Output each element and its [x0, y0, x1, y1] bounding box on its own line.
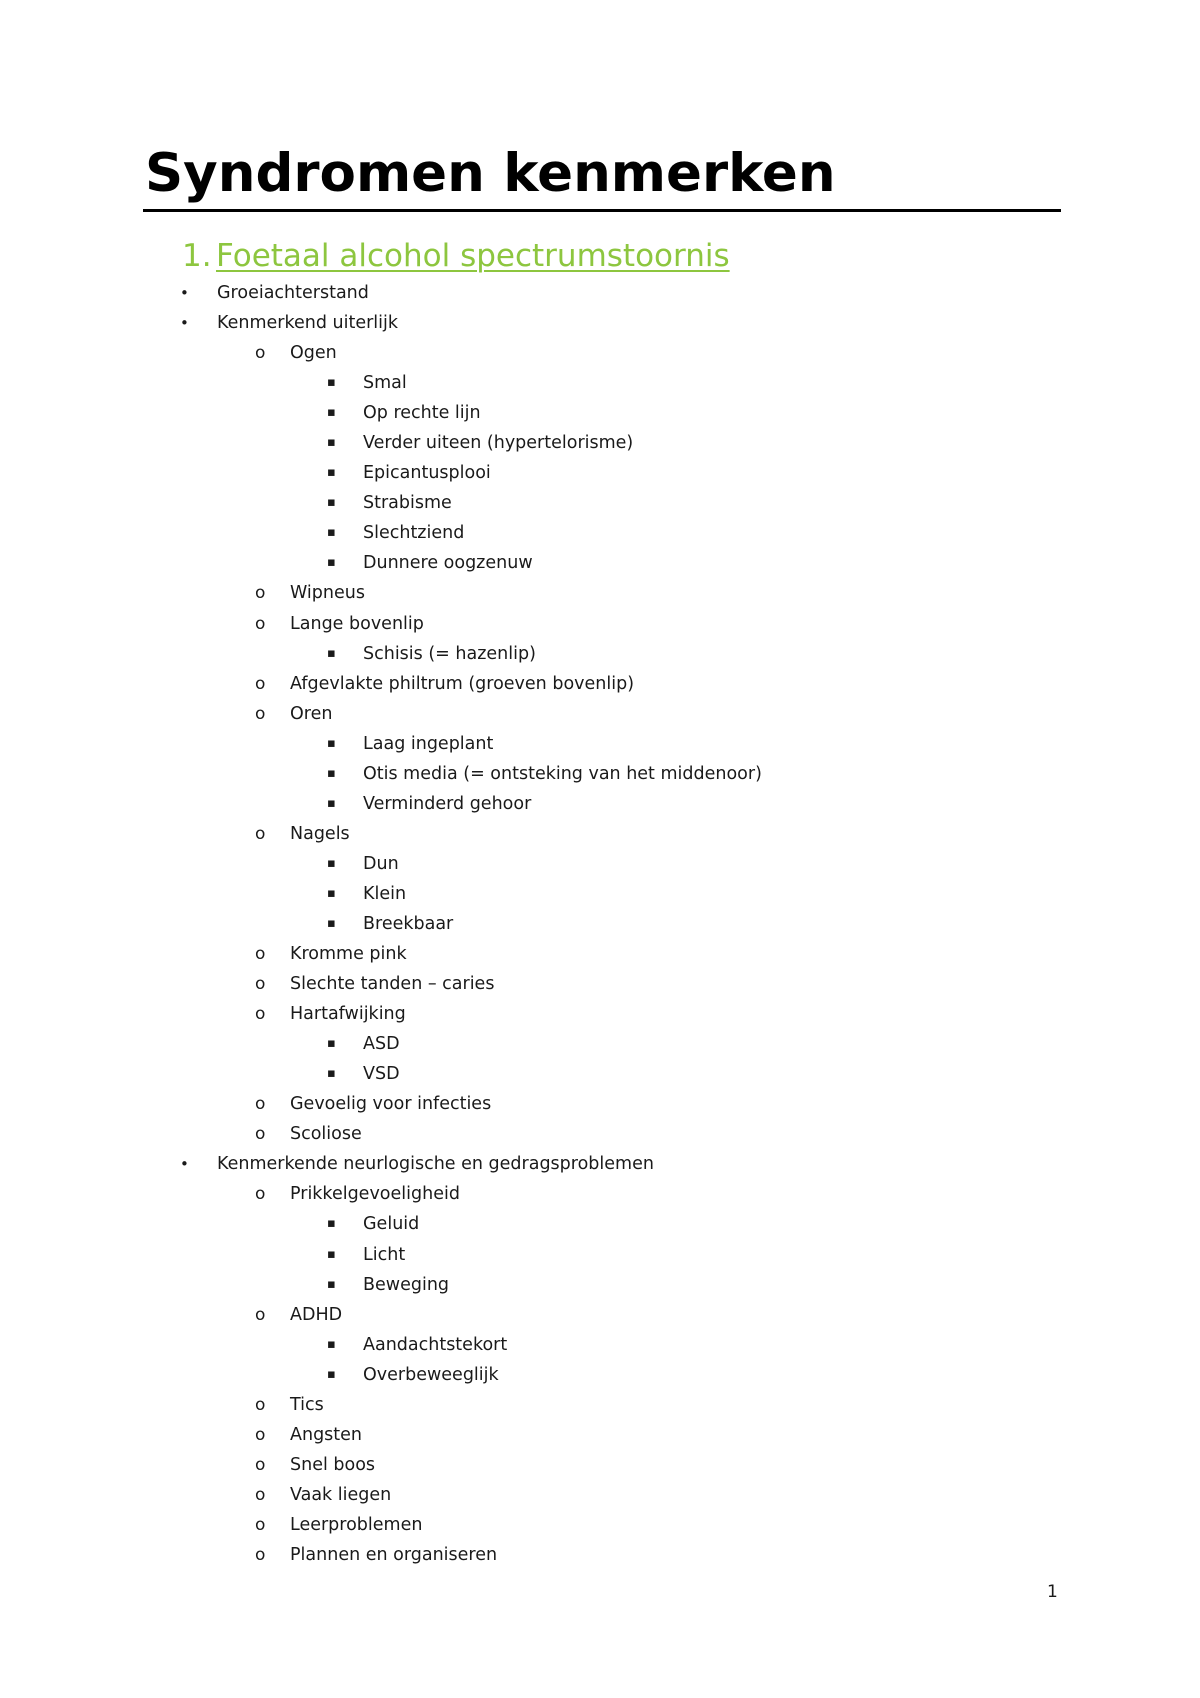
document-title: Syndromen kenmerken — [145, 143, 836, 204]
list-item — [0, 939, 1200, 969]
bullet-level3-icon: ▪ — [327, 555, 336, 571]
list-item-text: Tics — [290, 1394, 324, 1415]
list-item — [0, 759, 1200, 789]
list-item-text: Ogen — [290, 343, 337, 364]
section-heading — [182, 236, 730, 276]
list-item-text: Dun — [363, 853, 399, 874]
bullet-level2-icon: o — [255, 1514, 266, 1535]
bullet-level2-icon: o — [255, 974, 266, 995]
list-item — [0, 729, 1200, 759]
list-item-text: Kenmerkende neurlogische en gedragsproblemen — [217, 1154, 654, 1175]
bullet-level2-icon: o — [255, 1424, 266, 1445]
bullet-level3-icon: ▪ — [327, 405, 336, 421]
list-item — [0, 398, 1200, 428]
list-item — [0, 849, 1200, 879]
bullet-level2-icon: o — [255, 613, 266, 634]
list-item-text: Plannen en organiseren — [290, 1544, 498, 1565]
list-item-text: Op rechte lijn — [363, 403, 481, 424]
list-item-text: Hartafwijking — [290, 1004, 406, 1025]
bullet-level2-icon: o — [255, 1124, 266, 1145]
list-item — [0, 1300, 1200, 1330]
list-item — [0, 699, 1200, 729]
list-item — [0, 1149, 1200, 1179]
bullet-level1-icon: • — [180, 1155, 189, 1174]
list-item-text: Kenmerkend uiterlijk — [217, 313, 399, 334]
list-item — [0, 1209, 1200, 1239]
list-item — [0, 909, 1200, 939]
list-item-text: Overbeweeglijk — [363, 1364, 499, 1385]
list-item-text: Kromme pink — [290, 944, 407, 965]
list-item-text: Verminderd gehoor — [363, 793, 532, 814]
list-item — [0, 488, 1200, 518]
list-item-text: Dunnere oogzenuw — [363, 553, 533, 574]
bullet-level3-icon: ▪ — [327, 765, 336, 781]
bullet-level2-icon: o — [255, 703, 266, 724]
bullet-level1-icon: • — [180, 314, 189, 333]
list-item — [0, 1390, 1200, 1420]
list-item-text: Strabisme — [363, 493, 452, 514]
bullet-level3-icon: ▪ — [327, 525, 336, 541]
bullet-level2-icon: o — [255, 1544, 266, 1565]
list-item-text: Verder uiteen (hypertelorisme) — [363, 433, 634, 454]
page-number: 1 — [1047, 1582, 1058, 1602]
bullet-level2-icon: o — [255, 823, 266, 844]
list-item-text: Schisis (= hazenlip) — [363, 643, 536, 664]
list-item-text: Licht — [363, 1244, 406, 1265]
list-item-text: Slechte tanden – caries — [290, 974, 495, 995]
section-title: Foetaal alcohol spectrumstoornis — [216, 238, 730, 274]
list-item — [0, 578, 1200, 608]
list-item-text: Snel boos — [290, 1454, 376, 1475]
list-item-text: Leerproblemen — [290, 1514, 423, 1535]
bullet-level3-icon: ▪ — [327, 1216, 336, 1232]
list-item-text: Beweging — [363, 1274, 450, 1295]
bullet-level3-icon: ▪ — [327, 465, 336, 481]
bullet-level2-icon: o — [255, 1004, 266, 1025]
list-item — [0, 1540, 1200, 1570]
bullet-level2-icon: o — [255, 343, 266, 364]
list-item — [0, 999, 1200, 1029]
bullet-level2-icon: o — [255, 1394, 266, 1415]
list-item-text: Smal — [363, 373, 407, 394]
list-item — [0, 1270, 1200, 1300]
bullet-level3-icon: ▪ — [327, 1276, 336, 1292]
bullet-level3-icon: ▪ — [327, 795, 336, 811]
title-underline-rule — [143, 209, 1061, 212]
list-item — [0, 969, 1200, 999]
bullet-level1-icon: • — [180, 284, 189, 302]
list-item — [0, 278, 1200, 308]
list-item — [0, 1089, 1200, 1119]
list-item — [0, 548, 1200, 578]
bullet-level3-icon: ▪ — [327, 375, 336, 391]
bullet-level3-icon: ▪ — [327, 1336, 336, 1352]
list-item-text: VSD — [363, 1064, 400, 1085]
list-item-text: ASD — [363, 1034, 400, 1055]
bullet-level3-icon: ▪ — [327, 1036, 336, 1052]
list-item — [0, 518, 1200, 548]
list-item-text: Prikkelgevoeligheid — [290, 1184, 460, 1205]
list-item — [0, 819, 1200, 849]
bullet-level3-icon: ▪ — [327, 495, 336, 511]
list-item — [0, 1360, 1200, 1390]
list-item — [0, 308, 1200, 338]
list-item — [0, 1029, 1200, 1059]
bullet-level3-icon: ▪ — [327, 1066, 336, 1082]
list-item-text: Angsten — [290, 1424, 363, 1445]
list-item — [0, 879, 1200, 909]
bullet-level3-icon: ▪ — [327, 915, 336, 931]
list-item-text: ADHD — [290, 1304, 343, 1325]
bullet-level3-icon: ▪ — [327, 645, 336, 661]
list-item-text: Geluid — [363, 1214, 420, 1235]
list-item-text: Scoliose — [290, 1124, 362, 1145]
list-item — [0, 1330, 1200, 1360]
list-item — [0, 669, 1200, 699]
bullet-level3-icon: ▪ — [327, 885, 336, 901]
bullet-level2-icon: o — [255, 1094, 266, 1115]
bullet-level2-icon: o — [255, 1454, 266, 1475]
list-item — [0, 1059, 1200, 1089]
list-item-text: Gevoelig voor infecties — [290, 1094, 492, 1115]
list-item — [0, 1510, 1200, 1540]
list-item-text: Vaak liegen — [290, 1484, 392, 1505]
list-item-text: Groeiachterstand — [217, 283, 369, 303]
list-item-text: Wipneus — [290, 583, 365, 604]
bullet-level2-icon: o — [255, 1484, 266, 1505]
feature-list — [0, 278, 1200, 1570]
list-item — [0, 1420, 1200, 1450]
list-item — [0, 428, 1200, 458]
list-item — [0, 789, 1200, 819]
list-item-text: Klein — [363, 883, 407, 904]
bullet-level2-icon: o — [255, 1184, 266, 1205]
bullet-level3-icon: ▪ — [327, 855, 336, 871]
list-item-text: Otis media (= ontsteking van het middenoor) — [363, 763, 762, 784]
bullet-level3-icon: ▪ — [327, 1246, 336, 1262]
list-item — [0, 609, 1200, 639]
list-item-text: Aandachtstekort — [363, 1334, 508, 1355]
list-item-text: Epicantusplooi — [363, 463, 491, 484]
bullet-level2-icon: o — [255, 944, 266, 965]
bullet-level3-icon: ▪ — [327, 435, 336, 451]
bullet-level3-icon: ▪ — [327, 735, 336, 751]
list-item — [0, 1179, 1200, 1209]
list-item — [0, 639, 1200, 669]
list-item-text: Lange bovenlip — [290, 613, 424, 634]
list-item — [0, 1119, 1200, 1149]
bullet-level2-icon: o — [255, 1304, 266, 1325]
section-number: 1. — [182, 238, 212, 274]
list-item-text: Nagels — [290, 823, 350, 844]
list-item-text: Slechtziend — [363, 523, 465, 544]
list-item-text: Afgevlakte philtrum (groeven bovenlip) — [290, 673, 635, 694]
list-item-text: Laag ingeplant — [363, 733, 494, 754]
bullet-level2-icon: o — [255, 673, 266, 694]
bullet-level2-icon: o — [255, 583, 266, 604]
list-item — [0, 368, 1200, 398]
list-item-text: Oren — [290, 703, 333, 724]
list-item — [0, 338, 1200, 368]
bullet-level3-icon: ▪ — [327, 1366, 336, 1382]
list-item — [0, 458, 1200, 488]
list-item — [0, 1240, 1200, 1270]
list-item-text: Breekbaar — [363, 913, 454, 934]
list-item — [0, 1450, 1200, 1480]
list-item — [0, 1480, 1200, 1510]
